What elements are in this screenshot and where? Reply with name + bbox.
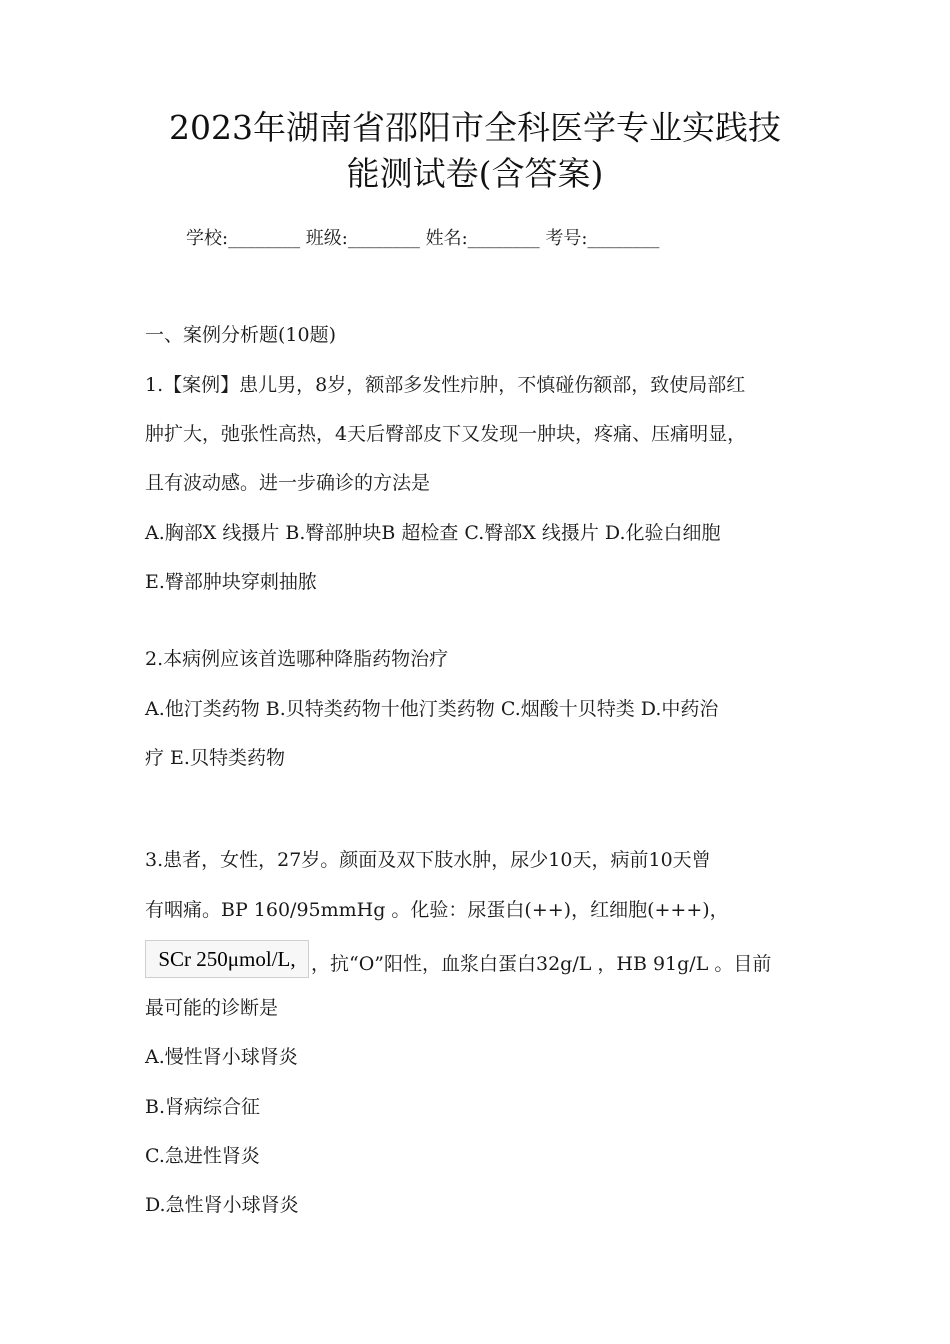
q2-options-line-2: 疗 E.贝特类药物 bbox=[145, 747, 285, 769]
q2-options-line-1: A.他汀类药物 B.贝特类药物十他汀类药物 C.烟酸十贝特类 D.中药治 bbox=[145, 698, 719, 720]
q3-option-d: D.急性肾小球肾炎 bbox=[145, 1194, 299, 1216]
exam-title-line-2: 能测试卷(含答案) bbox=[346, 154, 604, 193]
q3-option-c: C.急进性肾炎 bbox=[145, 1145, 260, 1167]
student-info-fields: 学校:________ 班级:________ 姓名:________ 考号:________ bbox=[186, 228, 660, 249]
q3-stem-line-3-text: ，抗“O”阳性，血浆白蛋白32g/L ，HB 91g/L 。目前 bbox=[311, 953, 772, 975]
q3-option-a: A.慢性肾小球肾炎 bbox=[145, 1046, 298, 1068]
section-heading: 一、案例分析题(10题) bbox=[145, 324, 337, 346]
q1-stem-line-2: 肿扩大，弛张性高热，4天后臀部皮下又发现一肿块，疼痛、压痛明显， bbox=[145, 423, 747, 445]
q3-stem-line-4: 最可能的诊断是 bbox=[145, 997, 279, 1019]
q3-stem-line-2: 有咽痛。BP 160/95mmHg 。化验：尿蛋白(++)，红细胞(+++)， bbox=[145, 899, 729, 921]
q2-stem: 2.本病例应该首选哪种降脂药物治疗 bbox=[145, 648, 449, 670]
q3-stem-line-1: 3.患者，女性，27岁。颜面及双下肢水肿，尿少10天，病前10天曾 bbox=[145, 849, 711, 871]
q3-stem-line-3 bbox=[145, 946, 825, 984]
q1-options-line-1: A.胸部X 线摄片 B.臀部肿块B 超检查 C.臀部X 线摄片 D.化验白细胞 bbox=[145, 522, 721, 544]
q1-options-line-2: E.臀部肿块穿刺抽脓 bbox=[145, 571, 317, 593]
q3-option-b: B.肾病综合征 bbox=[145, 1096, 261, 1118]
exam-title-line-1: 2023年湖南省邵阳市全科医学专业实践技 bbox=[169, 108, 781, 147]
q1-stem-line-3: 且有波动感。进一步确诊的方法是 bbox=[145, 472, 431, 494]
q1-stem-line-1: 1.【案例】患儿男，8岁，额部多发性疖肿，不慎碰伤额部，致使局部红 bbox=[145, 374, 746, 396]
scr-value-image: SCr 250μmol/L, bbox=[145, 940, 309, 978]
